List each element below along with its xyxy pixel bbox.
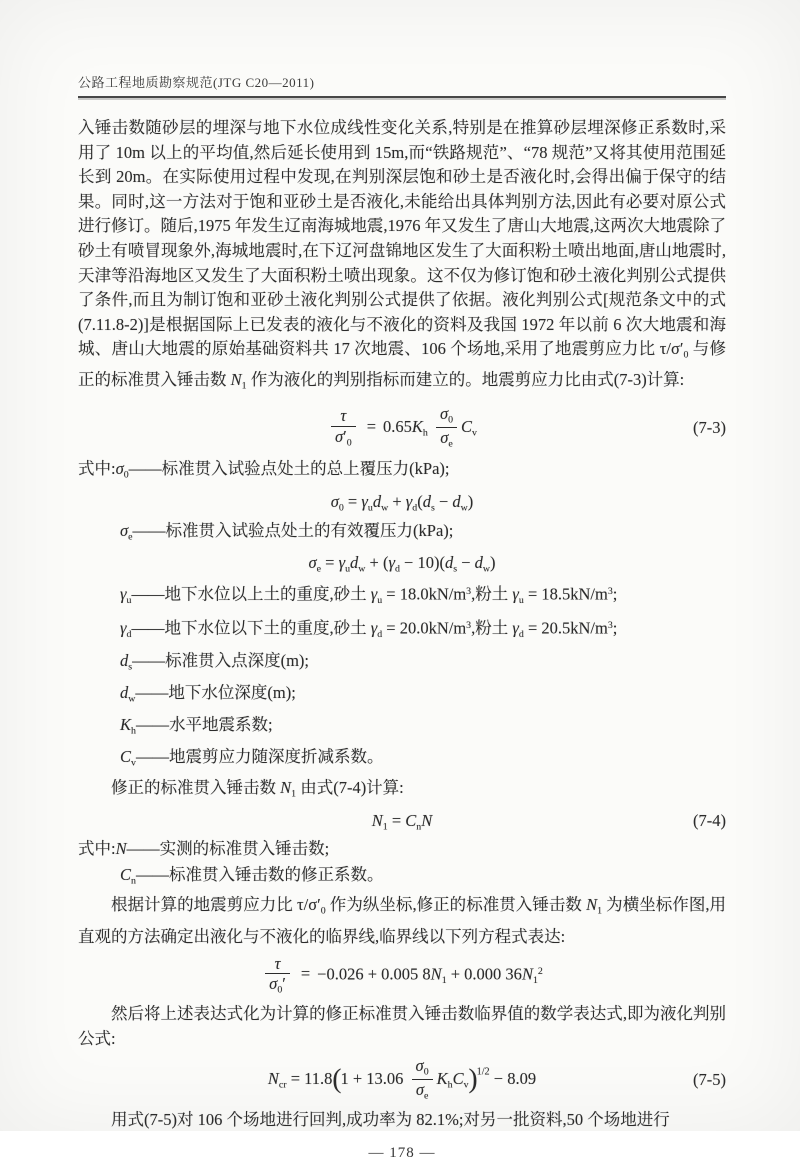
equation-7-3-label: (7-3) [693,417,726,437]
equation-7-4-label: (7-4) [693,811,726,831]
definition-cn: $C_n——$标准贯入锤击数的修正系数。 [120,864,384,886]
paragraph-transform: 然后将上述表达式化为计算的修正标准贯入锤击数临界值的数学表达式,即为液化判别公式: [78,1004,726,1048]
page-number: — 178 — [368,1144,436,1161]
definition-n: 式中:N——实测的标准贯入锤击数; [78,839,330,859]
definition-cv: $C_v——$地震剪应力随深度折减系数。 [120,746,384,769]
equation-7-3-formula: $\frac{\tau}{\sigma'_0}$ = $0.65K_h$ $\frac{\sigma_0}{\sigma_e}$ $C_v$ [327,417,477,436]
equation-sigmae: $\sigma_e = \gamma_ud_w + (\gamma_d - 10)(d_s - d_w)$ [308,553,496,575]
definition-gamma-u: $\gamma_u——$地下水位以上土的重度,砂土 $\gamma_u = 18.0kN/m^3$,粉土 $\gamma_u = 18.5kN/m^3$; [120,584,618,606]
equation-7-5-formula: $N_{cr} = 11.8(1 + 13.06$ $\frac{\sigma_0}{\sigma_e}$ $K_hC_v)^{1/2} - 8.09$ [267,1056,537,1102]
page-content [78,0,726,1162]
equation-critical-line: $\frac{\tau}{\sigma_0'}$ = −0.026 + 0.005 $8N_1 + 0.000$ $36N_1^2$ [78,955,726,996]
equation-7-4-formula: $N_1 = C_nN$ [371,810,433,833]
equation-7-4 [78,811,726,832]
definition-sigma0: 式中$:\sigma_0——$标准贯入试验点处土的总上覆压力(kPa); [78,459,450,481]
header-rule [78,96,726,98]
definition-gamma-d: $\gamma_d——$地下水位以下土的重度,砂土 $\gamma_d = 20.0kN/m^3$,粉土 $\gamma_d = 20.5kN/m^3$; [120,618,618,641]
definition-sigmae: $\sigma_e——$标准贯入试验点处土的有效覆压力(kPa); [120,520,454,542]
paragraph-n1-intro: 修正的标准贯入锤击数 $N_1$ 由式(7-4)计算: [111,777,404,799]
definition-ds: $d_s——$标准贯入点深度(m); [120,650,310,673]
paragraph-intro: 入锤击数随砂层的埋深与地下水位成线性变化关系,特别是在推算砂层埋深修正系数时,采用了 10m 以上的平均值,然后延长使用到 15m,而“铁路规范”、“78 规范”又将其使用范围延长到 20m。在实际使用过程中发现,在判别深层饱和砂土是否液化时,会得出偏于保守的结果。同时,这一方法对于饱和亚砂土是否液化,未能给出具体判别方法,因此有必要对原公式进行修订。随后,1975 年发生辽南海城地震,1976 年又发生了唐山大地震,这两次大地震除了砂土有喷冒现象外,海城地震时,在下辽河盘锦地区发生了大面积粉土喷出地面,唐山地震时,天津等沿海地区又发生了大面积粉土喷出现象。这不仅为修订饱和砂土液化判别公式提供了条件,而且为制订饱和亚砂土液化判别公式提供了依据。液化判别公式[规范条文中的式(7.11.8-2)]是根据国际上已发表的液化与不液化的资料及我国 1972 年以前 6 次大地震和海城、唐山大地震的原始基础资料共 17 次地震、106 个场地,采用了地震剪应力比 $\tau/\sigma'_0$ 与修正的标准贯入锤击数 $N_1$ 作为液化的判别指标而建立的。地震剪应力比由式(7-3)计算: [78,118,727,392]
definition-kh: $K_h——$水平地震系数; [120,714,273,737]
running-header [78,72,726,96]
equation-7-5 [78,1057,726,1102]
definition-dw: $d_w——$地下水位深度(m); [120,682,296,705]
running-header-title: 公路工程地质勘察规范(JTG C20—2011) [78,75,315,90]
equation-sigma0: $\sigma_0 = \gamma_ud_w + \gamma_d(d_s - d_w)$ [330,492,474,514]
paragraph-plot-method: 根据计算的地震剪应力比 $\tau/\sigma'_0$ 作为纵坐标,修正的标准贯入锤击数 $N_1$ 为横坐标作图,用直观的方法确定出液化与不液化的临界线,临界线以下列方程式表达: [78,895,727,946]
equation-7-5-label: (7-5) [693,1069,726,1089]
equation-7-3 [78,405,726,450]
paragraph-validation: 用式(7-5)对 106 个场地进行回判,成功率为 82.1%;对另一批资料,50 个场地进行 [111,1110,670,1130]
